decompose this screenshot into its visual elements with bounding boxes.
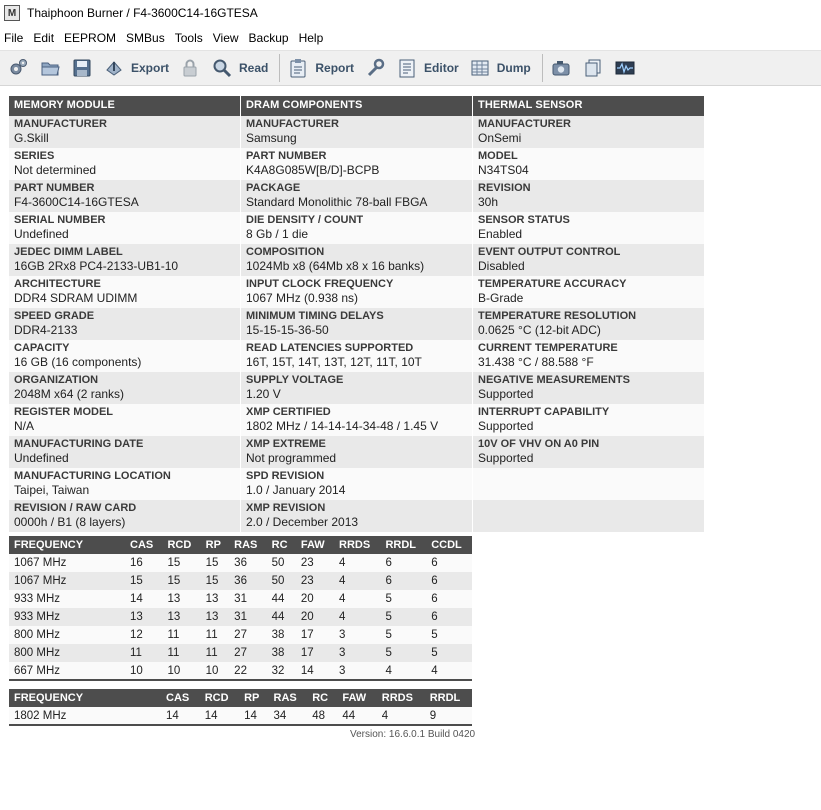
table-cell: 5: [380, 608, 426, 626]
table-cell: 13: [201, 608, 230, 626]
table-cell: 6: [426, 608, 472, 626]
table-cell: 14: [296, 662, 334, 680]
field-value: Undefined: [14, 227, 69, 241]
info-field: [473, 308, 704, 340]
table-cell: 10: [162, 662, 200, 680]
table-cell: 44: [267, 590, 296, 608]
field-label: REGISTER MODEL: [14, 406, 114, 418]
field-label: SERIES: [14, 150, 55, 162]
settings-button[interactable]: [4, 53, 32, 83]
empty-field: [473, 500, 704, 532]
table-cell: 15: [125, 572, 162, 590]
table-cell: 11: [201, 626, 230, 644]
field-label: MANUFACTURING DATE: [14, 438, 144, 450]
column-header: CAS: [125, 536, 162, 554]
column-header: RRDS: [334, 536, 380, 554]
info-field: [473, 276, 704, 308]
table-cell: 14: [239, 707, 268, 725]
table-row: [9, 626, 472, 644]
field-label: SUPPLY VOLTAGE: [246, 374, 344, 386]
field-label: MINIMUM TIMING DELAYS: [246, 310, 384, 322]
report-label: Report: [315, 61, 355, 75]
copy-pages-icon: [582, 57, 604, 79]
xmp-timing-table: [9, 689, 472, 726]
info-field: [473, 436, 704, 468]
table-cell: 5: [426, 644, 472, 662]
section-header: DRAM COMPONENTS: [241, 96, 472, 116]
table-cell: 17: [296, 626, 334, 644]
toolbar-separator: [279, 54, 280, 82]
editor-document-icon: [396, 57, 418, 79]
title-bar: [0, 0, 821, 26]
dram-components-section: [241, 96, 472, 532]
field-label: MODEL: [478, 150, 518, 162]
field-value: Enabled: [478, 227, 523, 241]
field-label: EVENT OUTPUT CONTROL: [478, 246, 621, 258]
wrench-icon: [364, 57, 386, 79]
column-header: FAW: [337, 689, 376, 707]
table-cell: 5: [380, 590, 426, 608]
field-label: REVISION: [478, 182, 531, 194]
info-field: [473, 340, 704, 372]
field-value: 0.0625 °C (12-bit ADC): [478, 323, 601, 337]
field-value: 31.438 °C / 88.588 °F: [478, 355, 594, 369]
field-label: MANUFACTURING LOCATION: [14, 470, 171, 482]
field-label: COMPOSITION: [246, 246, 325, 258]
field-label: PART NUMBER: [246, 150, 327, 162]
info-field: [473, 212, 704, 244]
table-cell: 14: [125, 590, 162, 608]
info-field: [241, 308, 472, 340]
table-cell: 50: [267, 554, 296, 572]
info-field: [9, 500, 240, 532]
column-header: FREQUENCY: [9, 689, 161, 707]
field-label: DIE DENSITY / COUNT: [246, 214, 364, 226]
table-cell: 933 MHz: [9, 590, 125, 608]
field-value: Supported: [478, 451, 534, 465]
table-cell: 14: [161, 707, 200, 725]
info-field: [9, 308, 240, 340]
dump-label: Dump: [496, 61, 531, 75]
memory-module-section: [9, 96, 240, 532]
field-label: SPD REVISION: [246, 470, 325, 482]
table-cell: 1067 MHz: [9, 572, 125, 590]
table-cell: 15: [201, 554, 230, 572]
report-clipboard-icon: [287, 57, 309, 79]
info-field: [241, 468, 472, 500]
lock-button[interactable]: [176, 53, 204, 83]
version-label: Version: 16.6.0.1 Build 0420: [350, 729, 476, 740]
info-field: [9, 180, 240, 212]
field-label: CAPACITY: [14, 342, 70, 354]
lock-icon: [179, 57, 201, 79]
info-field: [241, 212, 472, 244]
info-field: [9, 276, 240, 308]
table-cell: 27: [229, 644, 266, 662]
field-value: Supported: [478, 387, 534, 401]
table-row: [9, 554, 472, 572]
info-field: [9, 372, 240, 404]
section-header: THERMAL SENSOR: [473, 96, 704, 116]
column-header: FAW: [296, 536, 334, 554]
field-label: SPEED GRADE: [14, 310, 95, 322]
info-field: [241, 180, 472, 212]
app-logo-icon: M: [4, 5, 20, 21]
read-magnifier-icon: [211, 57, 233, 79]
tools-button[interactable]: [361, 53, 389, 83]
table-cell: 11: [125, 644, 162, 662]
info-field: [241, 276, 472, 308]
field-value: 2048M x64 (2 ranks): [14, 387, 125, 401]
table-cell: 48: [307, 707, 337, 725]
folder-open-icon: [39, 57, 61, 79]
info-field: [473, 116, 704, 148]
info-field: [473, 148, 704, 180]
info-field: [241, 500, 472, 532]
table-header-row: [9, 689, 472, 707]
table-row: [9, 644, 472, 662]
table-cell: 4: [334, 590, 380, 608]
table-row: [9, 662, 472, 680]
export-label: Export: [131, 61, 170, 75]
table-cell: 15: [201, 572, 230, 590]
field-label: REVISION / RAW CARD: [14, 502, 137, 514]
table-cell: 4: [377, 707, 425, 725]
table-cell: 38: [267, 626, 296, 644]
field-value: 1024Mb x8 (64Mb x8 x 16 banks): [246, 259, 425, 273]
menu-backup[interactable]: Backup: [248, 31, 289, 45]
info-field: [241, 436, 472, 468]
field-label: SERIAL NUMBER: [14, 214, 106, 226]
read-label: Read: [239, 61, 269, 75]
field-value: 0000h / B1 (8 layers): [14, 515, 126, 529]
table-cell: 20: [296, 608, 334, 626]
menu-tools[interactable]: Tools: [174, 31, 203, 45]
info-field: [241, 116, 472, 148]
camera-icon: [550, 57, 572, 79]
table-cell: 800 MHz: [9, 644, 125, 662]
toolbar-separator: [542, 54, 543, 82]
menu-edit[interactable]: Edit: [33, 31, 55, 45]
table-cell: 10: [125, 662, 162, 680]
info-field: [241, 372, 472, 404]
table-cell: 38: [267, 644, 296, 662]
table-cell: 11: [162, 644, 200, 662]
table-cell: 5: [380, 626, 426, 644]
spd-info-panel: [9, 96, 704, 726]
window-title: Thaiphoon Burner / F4-3600C14-16GTESA: [27, 6, 258, 20]
table-cell: 44: [267, 608, 296, 626]
field-label: ORGANIZATION: [14, 374, 99, 386]
field-label: CURRENT TEMPERATURE: [478, 342, 618, 354]
field-value: OnSemi: [478, 131, 522, 145]
table-cell: 16: [125, 554, 162, 572]
info-field: [9, 404, 240, 436]
table-row: [9, 590, 472, 608]
jedec-timing-table: [9, 536, 472, 681]
column-header: RAS: [269, 689, 308, 707]
screenshot-button[interactable]: [547, 53, 575, 83]
field-label: ARCHITECTURE: [14, 278, 101, 290]
table-cell: 4: [426, 662, 472, 680]
field-value: Undefined: [14, 451, 69, 465]
field-value: Standard Monolithic 78-ball FBGA: [246, 195, 428, 209]
table-cell: 20: [296, 590, 334, 608]
menu-view[interactable]: View: [212, 31, 239, 45]
field-value: 1.20 V: [246, 387, 281, 401]
table-cell: 13: [201, 590, 230, 608]
export-button[interactable]: [100, 53, 172, 83]
table-row: [9, 707, 472, 725]
empty-field: [473, 468, 704, 500]
table-cell: 1802 MHz: [9, 707, 161, 725]
field-value: Not programmed: [246, 451, 337, 465]
waveform-monitor-icon: [614, 57, 636, 79]
field-value: 2.0 / December 2013: [246, 515, 359, 529]
table-cell: 23: [296, 554, 334, 572]
info-field: [241, 244, 472, 276]
field-value: 1.0 / January 2014: [246, 483, 346, 497]
field-label: XMP REVISION: [246, 502, 326, 514]
copy-button[interactable]: [579, 53, 607, 83]
table-cell: 15: [162, 554, 200, 572]
table-cell: 13: [162, 590, 200, 608]
table-cell: 36: [229, 572, 266, 590]
table-cell: 933 MHz: [9, 608, 125, 626]
field-value: Samsung: [246, 131, 297, 145]
column-header: RCD: [200, 689, 239, 707]
info-field: [9, 116, 240, 148]
report-button[interactable]: [284, 53, 357, 83]
field-value: K4A8G085W[B/D]-BCPB: [246, 163, 380, 177]
column-header: CCDL: [426, 536, 472, 554]
column-header: RC: [307, 689, 337, 707]
info-field: [473, 372, 704, 404]
table-cell: 34: [269, 707, 308, 725]
section-header: MEMORY MODULE: [9, 96, 240, 116]
field-label: INPUT CLOCK FREQUENCY: [246, 278, 394, 290]
table-cell: 13: [162, 608, 200, 626]
table-cell: 800 MHz: [9, 626, 125, 644]
field-label: PART NUMBER: [14, 182, 95, 194]
table-cell: 1067 MHz: [9, 554, 125, 572]
table-cell: 15: [162, 572, 200, 590]
field-value: 16 GB (16 components): [14, 355, 142, 369]
table-cell: 3: [334, 644, 380, 662]
field-label: READ LATENCIES SUPPORTED: [246, 342, 414, 354]
table-cell: 22: [229, 662, 266, 680]
field-label: TEMPERATURE RESOLUTION: [478, 310, 637, 322]
field-label: MANUFACTURER: [478, 118, 571, 130]
field-label: XMP CERTIFIED: [246, 406, 331, 418]
table-cell: 44: [337, 707, 376, 725]
field-value: G.Skill: [14, 131, 49, 145]
info-field: [9, 212, 240, 244]
info-field: [9, 340, 240, 372]
table-cell: 6: [380, 554, 426, 572]
field-value: F4-3600C14-16GTESA: [14, 195, 139, 209]
info-field: [9, 468, 240, 500]
field-value: Not determined: [14, 163, 97, 177]
column-header: RCD: [162, 536, 200, 554]
info-field: [9, 244, 240, 276]
field-label: MANUFACTURER: [246, 118, 339, 130]
column-header: RP: [201, 536, 230, 554]
table-cell: 50: [267, 572, 296, 590]
table-cell: 6: [426, 572, 472, 590]
column-header: RP: [239, 689, 268, 707]
editor-label: Editor: [424, 61, 459, 75]
table-cell: 31: [229, 590, 266, 608]
table-cell: 23: [296, 572, 334, 590]
field-value: Taipei, Taiwan: [14, 483, 90, 497]
column-header: RRDS: [377, 689, 425, 707]
floppy-save-icon: [71, 57, 93, 79]
toolbar: [0, 50, 821, 86]
table-cell: 3: [334, 662, 380, 680]
field-value: N/A: [14, 419, 35, 433]
field-label: TEMPERATURE ACCURACY: [478, 278, 627, 290]
field-label: MANUFACTURER: [14, 118, 107, 130]
table-row: [9, 572, 472, 590]
table-row: [9, 608, 472, 626]
table-cell: 32: [267, 662, 296, 680]
column-header: CAS: [161, 689, 200, 707]
dump-button[interactable]: [466, 53, 534, 83]
table-cell: 6: [426, 554, 472, 572]
menu-help[interactable]: Help: [298, 31, 324, 45]
info-field: [241, 340, 472, 372]
menu-eeprom[interactable]: EEPROM: [64, 31, 117, 45]
info-sections: [9, 96, 704, 532]
table-cell: 13: [125, 608, 162, 626]
table-cell: 4: [334, 554, 380, 572]
table-cell: 5: [380, 644, 426, 662]
table-cell: 9: [425, 707, 472, 725]
info-field: [241, 148, 472, 180]
field-value: Supported: [478, 419, 534, 433]
table-cell: 27: [229, 626, 266, 644]
info-field: [9, 436, 240, 468]
table-cell: 667 MHz: [9, 662, 125, 680]
table-cell: 36: [229, 554, 266, 572]
table-cell: 31: [229, 608, 266, 626]
menu-bar: [0, 28, 333, 48]
info-field: [473, 244, 704, 276]
monitor-button[interactable]: [611, 53, 639, 83]
field-value: B-Grade: [478, 291, 524, 305]
info-field: [241, 404, 472, 436]
info-field: [9, 148, 240, 180]
field-value: Disabled: [478, 259, 525, 273]
table-cell: 10: [201, 662, 230, 680]
column-header: RAS: [229, 536, 266, 554]
menu-smbus[interactable]: SMBus: [126, 31, 165, 45]
column-header: FREQUENCY: [9, 536, 125, 554]
field-label: INTERRUPT CAPABILITY: [478, 406, 610, 418]
table-cell: 11: [162, 626, 200, 644]
field-value: 30h: [478, 195, 499, 209]
field-value: 16T, 15T, 14T, 13T, 12T, 11T, 10T: [246, 355, 422, 369]
table-cell: 5: [426, 626, 472, 644]
open-button[interactable]: [36, 53, 64, 83]
table-cell: 14: [200, 707, 239, 725]
export-icon: [103, 57, 125, 79]
table-cell: 6: [380, 572, 426, 590]
table-cell: 6: [426, 590, 472, 608]
column-header: RRDL: [425, 689, 472, 707]
editor-button[interactable]: [393, 53, 462, 83]
column-header: RC: [267, 536, 296, 554]
field-value: 1067 MHz (0.938 ns): [246, 291, 359, 305]
dump-grid-icon: [469, 57, 491, 79]
table-cell: 17: [296, 644, 334, 662]
field-value: N34TS04: [478, 163, 529, 177]
field-value: 15-15-15-36-50: [246, 323, 329, 337]
field-label: NEGATIVE MEASUREMENTS: [478, 374, 630, 386]
field-value: 1802 MHz / 14-14-14-34-48 / 1.45 V: [246, 419, 439, 433]
table-cell: 3: [334, 626, 380, 644]
table-cell: 4: [334, 572, 380, 590]
field-label: JEDEC DIMM LABEL: [14, 246, 123, 258]
save-button[interactable]: [68, 53, 96, 83]
field-label: PACKAGE: [246, 182, 301, 194]
table-cell: 11: [201, 644, 230, 662]
table-header-row: [9, 536, 472, 554]
field-value: DDR4 SDRAM UDIMM: [14, 291, 138, 305]
column-header: RRDL: [380, 536, 426, 554]
table-cell: 4: [380, 662, 426, 680]
info-field: [473, 180, 704, 212]
field-label: SENSOR STATUS: [478, 214, 570, 226]
gear-cogs-icon: [7, 57, 29, 79]
read-button[interactable]: [208, 53, 271, 83]
menu-file[interactable]: File: [4, 31, 24, 45]
field-label: XMP EXTREME: [246, 438, 326, 450]
table-cell: 12: [125, 626, 162, 644]
field-label: 10V OF VHV ON A0 PIN: [478, 438, 600, 450]
thermal-sensor-section: [473, 96, 704, 532]
field-value: 8 Gb / 1 die: [246, 227, 309, 241]
field-value: 16GB 2Rx8 PC4-2133-UB1-10: [14, 259, 179, 273]
field-value: DDR4-2133: [14, 323, 78, 337]
table-cell: 4: [334, 608, 380, 626]
info-field: [473, 404, 704, 436]
